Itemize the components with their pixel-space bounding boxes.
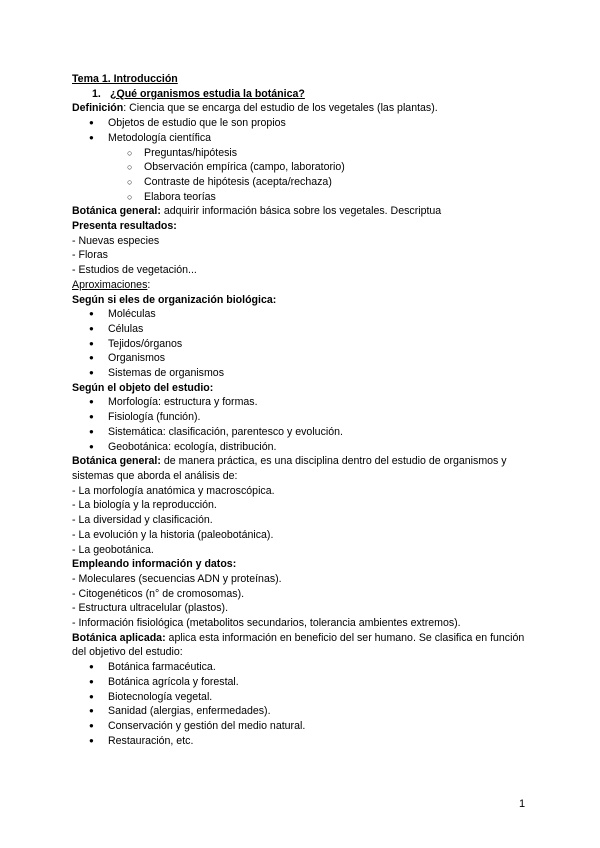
list-item: - Citogenéticos (n° de cromosomas). xyxy=(72,587,245,600)
list-item: ● Botánica farmacéutica. xyxy=(72,660,534,675)
approaches-suffix: : xyxy=(147,278,151,291)
general-botany-text-2: de manera práctica, es una disciplina dentro del estudio de organismos y sistemas que aborda el análisis de: xyxy=(72,455,507,482)
document-page xyxy=(72,72,534,748)
data-heading: Empleando información y datos: xyxy=(72,558,237,571)
list-item: ● Moléculas xyxy=(72,307,534,322)
general-botany-paragraph xyxy=(72,204,534,219)
applied-botany-label: Botánica aplicada: xyxy=(72,631,166,644)
general-botany-label: Botánica general: xyxy=(72,205,161,218)
sub-list-item: ○ Elabora teorías xyxy=(72,190,534,205)
sub-list-item: ○ Preguntas/hipótesis xyxy=(72,146,534,161)
list-item: - Información fisiológica (metabolitos secundarios, tolerancia ambientes extremos). xyxy=(72,617,461,630)
applied-botany-text: aplica esta información en beneficio del ser humano. Se clasifica en función del objetivo del estudio: xyxy=(72,631,525,659)
object-heading: Según el objeto del estudio: xyxy=(72,381,214,394)
list-item: ● Metodología científica xyxy=(72,131,534,146)
list-item: ● Sanidad (alergias, enfermedades). xyxy=(72,704,534,719)
levels-heading: Según si eles de organización biológica: xyxy=(72,293,277,306)
list-item: - Moleculares (secuencias ADN y proteínas). xyxy=(72,572,282,585)
sub-list-item: ○ Contraste de hipótesis (acepta/rechaza) xyxy=(72,175,534,190)
list-item: - Estudios de vegetación... xyxy=(72,264,197,277)
approaches-label: Aproximaciones xyxy=(72,278,148,291)
list-item: ● Tejidos/órganos xyxy=(72,337,534,352)
page-number: 1 xyxy=(519,798,526,810)
list-item: - La biología y la reproducción. xyxy=(72,499,217,512)
section-title: ¿Qué organismos estudia la botánica? xyxy=(110,87,305,100)
general-botany-text: adquirir información básica sobre los vegetales. Descriptua xyxy=(160,205,442,218)
general-botany-paragraph-2 xyxy=(72,454,534,483)
list-item: - Estructura ultracelular (plastos). xyxy=(72,602,229,615)
approaches-heading xyxy=(72,278,534,293)
list-item: - La geobotánica. xyxy=(72,543,154,556)
list-item: ● Geobotánica: ecología, distribución. xyxy=(72,440,534,455)
list-item: ● Objetos de estudio que le son propios xyxy=(72,116,534,131)
sub-list-item: ○ Observación empírica (campo, laboratorio) xyxy=(72,160,534,175)
list-item: ● Restauración, etc. xyxy=(72,734,534,749)
list-item: - Nuevas especies xyxy=(72,234,160,247)
list-item: ● Conservación y gestión del medio natural. xyxy=(72,719,534,734)
list-item: ● Organismos xyxy=(72,351,534,366)
results-heading: Presenta resultados: xyxy=(72,220,177,233)
applied-botany-paragraph xyxy=(72,631,534,660)
page-title: Tema 1. Introducción xyxy=(72,73,178,85)
list-item: ● Sistemática: clasificación, parentesco y evolución. xyxy=(72,425,534,440)
list-item: ● Células xyxy=(72,322,534,337)
list-item: - La morfología anatómica y macroscópica. xyxy=(72,484,275,497)
definition-text: : Ciencia que se encarga del estudio de los vegetales (las plantas). xyxy=(123,102,438,115)
list-item: - La evolución y la historia (paleobotánica). xyxy=(72,528,274,541)
list-item: - La diversidad y clasificación. xyxy=(72,514,213,527)
section-heading xyxy=(72,87,534,102)
list-item: - Floras xyxy=(72,249,108,262)
list-item: ● Fisiología (función). xyxy=(72,410,534,425)
definition-paragraph xyxy=(72,101,534,116)
list-item: ● Sistemas de organismos xyxy=(72,366,534,381)
section-number: 1. xyxy=(92,87,101,100)
general-botany-label-2: Botánica general: xyxy=(72,455,161,468)
list-item: ● Biotecnología vegetal. xyxy=(72,690,534,705)
list-item: ● Morfología: estructura y formas. xyxy=(72,395,534,410)
list-item: ● Botánica agrícola y forestal. xyxy=(72,675,534,690)
definition-label: Definición xyxy=(72,102,124,115)
